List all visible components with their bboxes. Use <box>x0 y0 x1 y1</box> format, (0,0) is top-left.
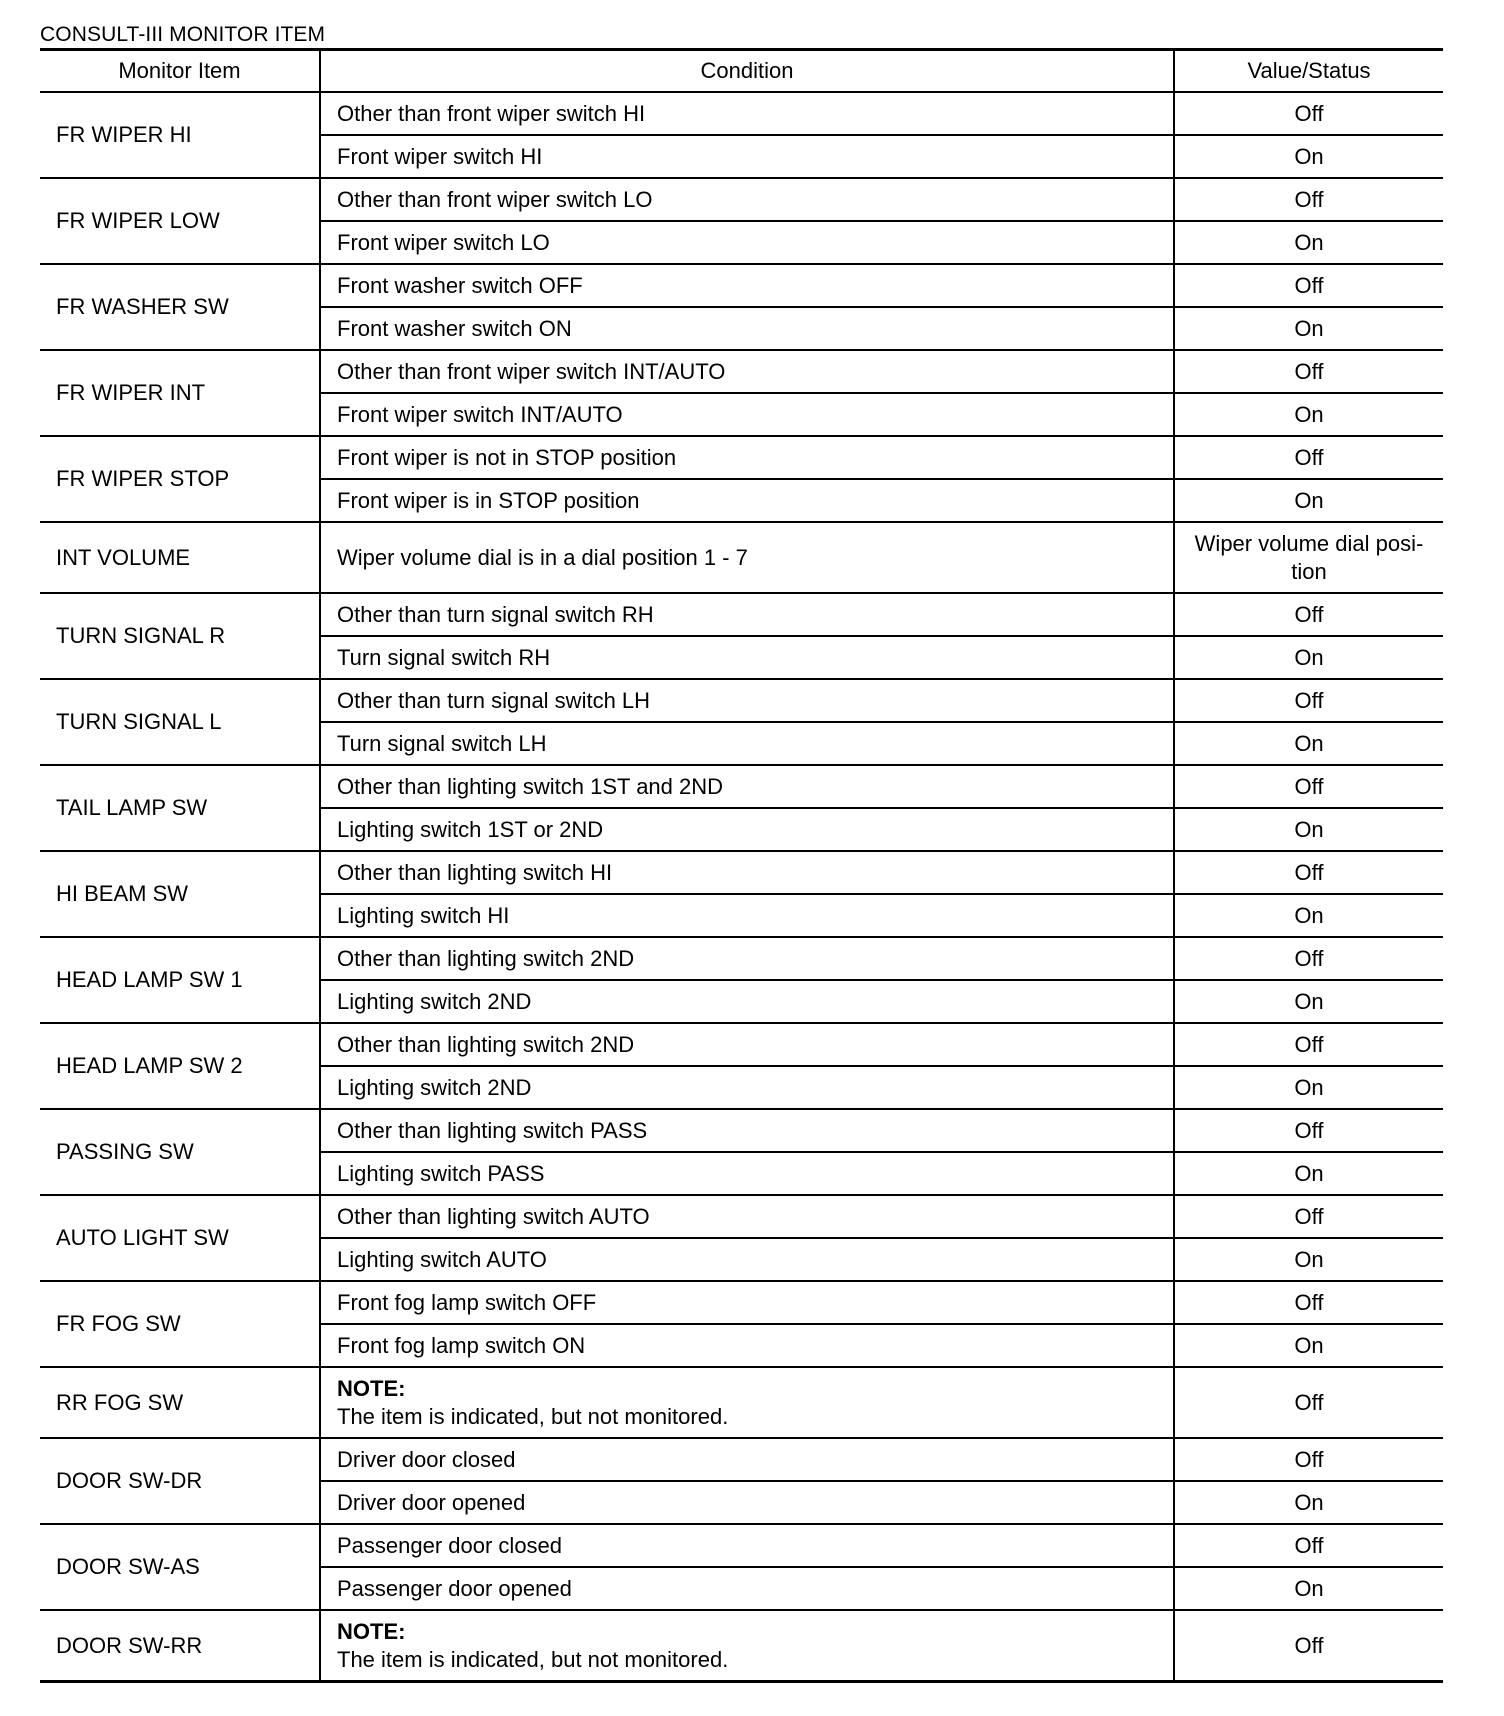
table-header-row <box>40 50 1443 93</box>
monitor-item-cell: FR WIPER STOP <box>40 436 320 522</box>
monitor-item-cell: RR FOG SW <box>40 1367 320 1438</box>
condition-cell: Wiper volume dial is in a dial position 1 - 7 <box>320 522 1174 593</box>
table-row <box>40 1195 1443 1238</box>
note-label: NOTE: <box>337 1618 406 1644</box>
condition-cell: Lighting switch HI <box>320 894 1174 937</box>
column-header-condition: Condition <box>320 50 1174 93</box>
value-cell: On <box>1174 135 1443 178</box>
table-row <box>40 1610 1443 1682</box>
table-row <box>40 1109 1443 1152</box>
condition-cell: Lighting switch AUTO <box>320 1238 1174 1281</box>
value-cell: Off <box>1174 1610 1443 1682</box>
value-cell: Off <box>1174 1438 1443 1481</box>
value-cell: Off <box>1174 1109 1443 1152</box>
table-row <box>40 1023 1443 1066</box>
monitor-item-cell: HI BEAM SW <box>40 851 320 937</box>
column-header-monitor-item: Monitor Item <box>118 58 241 83</box>
note-label: NOTE: <box>337 1375 406 1401</box>
condition-cell: Front wiper switch INT/AUTO <box>320 393 1174 436</box>
condition-cell: Lighting switch 2ND <box>320 1066 1174 1109</box>
condition-cell: Front washer switch OFF <box>320 264 1174 307</box>
condition-cell: Front wiper switch LO <box>320 221 1174 264</box>
monitor-item-cell: DOOR SW-RR <box>40 1610 320 1682</box>
table-row <box>40 350 1443 393</box>
note-text: The item is indicated, but not monitored. <box>337 1403 729 1429</box>
condition-cell <box>320 1610 1174 1682</box>
condition-cell: Other than lighting switch 2ND <box>320 937 1174 980</box>
table-row <box>40 436 1443 479</box>
value-cell: On <box>1174 722 1443 765</box>
monitor-item-cell: FR WIPER HI <box>40 92 320 178</box>
table-row <box>40 92 1443 135</box>
condition-cell: Other than lighting switch 1ST and 2ND <box>320 765 1174 808</box>
monitor-item-cell: PASSING SW <box>40 1109 320 1195</box>
value-cell: Off <box>1174 436 1443 479</box>
monitor-item-cell: FR FOG SW <box>40 1281 320 1367</box>
value-cell: On <box>1174 894 1443 937</box>
table-row <box>40 178 1443 221</box>
condition-cell: Other than front wiper switch INT/AUTO <box>320 350 1174 393</box>
condition-cell: Turn signal switch RH <box>320 636 1174 679</box>
monitor-item-cell: FR WIPER INT <box>40 350 320 436</box>
value-cell: Off <box>1174 178 1443 221</box>
monitor-item-cell: INT VOLUME <box>40 522 320 593</box>
column-header-value-status: Value/Status <box>1247 58 1371 83</box>
value-cell: On <box>1174 1481 1443 1524</box>
value-line: tion <box>1291 558 1327 584</box>
value-cell <box>1174 522 1443 593</box>
value-cell: On <box>1174 636 1443 679</box>
condition-cell: Front washer switch ON <box>320 307 1174 350</box>
condition-cell: Lighting switch 2ND <box>320 980 1174 1023</box>
condition-cell: Lighting switch 1ST or 2ND <box>320 808 1174 851</box>
table-row <box>40 851 1443 894</box>
value-cell: Off <box>1174 765 1443 808</box>
condition-cell: Other than front wiper switch LO <box>320 178 1174 221</box>
value-cell: On <box>1174 1324 1443 1367</box>
monitor-item-cell: TURN SIGNAL R <box>40 593 320 679</box>
monitor-item-table <box>40 48 1443 1683</box>
value-cell: On <box>1174 307 1443 350</box>
value-cell: On <box>1174 479 1443 522</box>
table-row <box>40 679 1443 722</box>
condition-cell: Driver door opened <box>320 1481 1174 1524</box>
value-cell: Off <box>1174 851 1443 894</box>
condition-cell <box>320 1367 1174 1438</box>
condition-cell: Other than turn signal switch RH <box>320 593 1174 636</box>
value-cell: On <box>1174 221 1443 264</box>
monitor-item-cell: HEAD LAMP SW 1 <box>40 937 320 1023</box>
condition-cell: Other than turn signal switch LH <box>320 679 1174 722</box>
monitor-item-cell: TAIL LAMP SW <box>40 765 320 851</box>
condition-cell: Front fog lamp switch OFF <box>320 1281 1174 1324</box>
table-row <box>40 522 1443 593</box>
condition-cell: Other than lighting switch HI <box>320 851 1174 894</box>
value-cell: On <box>1174 1238 1443 1281</box>
table-row <box>40 937 1443 980</box>
value-cell: Off <box>1174 1281 1443 1324</box>
condition-cell: Lighting switch PASS <box>320 1152 1174 1195</box>
monitor-item-cell: DOOR SW-AS <box>40 1524 320 1610</box>
table-row <box>40 1438 1443 1481</box>
value-cell: Off <box>1174 1367 1443 1438</box>
condition-cell: Passenger door closed <box>320 1524 1174 1567</box>
value-cell: On <box>1174 393 1443 436</box>
monitor-item-cell: AUTO LIGHT SW <box>40 1195 320 1281</box>
condition-cell: Front wiper switch HI <box>320 135 1174 178</box>
condition-cell: Front fog lamp switch ON <box>320 1324 1174 1367</box>
value-cell: Off <box>1174 593 1443 636</box>
table-row <box>40 1524 1443 1567</box>
value-cell: Off <box>1174 1524 1443 1567</box>
condition-cell: Front wiper is in STOP position <box>320 479 1174 522</box>
condition-cell: Other than front wiper switch HI <box>320 92 1174 135</box>
monitor-item-cell: TURN SIGNAL L <box>40 679 320 765</box>
value-cell: Off <box>1174 679 1443 722</box>
value-cell: Off <box>1174 92 1443 135</box>
value-cell: Off <box>1174 1023 1443 1066</box>
value-cell: Off <box>1174 937 1443 980</box>
note-text: The item is indicated, but not monitored. <box>337 1646 729 1672</box>
table-row <box>40 765 1443 808</box>
value-cell: On <box>1174 1066 1443 1109</box>
value-cell: On <box>1174 980 1443 1023</box>
table-row <box>40 264 1443 307</box>
value-line: Wiper volume dial posi- <box>1194 530 1424 556</box>
condition-cell: Driver door closed <box>320 1438 1174 1481</box>
value-cell: Off <box>1174 1195 1443 1238</box>
condition-cell: Other than lighting switch 2ND <box>320 1023 1174 1066</box>
condition-cell: Other than lighting switch AUTO <box>320 1195 1174 1238</box>
value-cell: On <box>1174 808 1443 851</box>
value-cell: On <box>1174 1152 1443 1195</box>
monitor-item-cell: FR WASHER SW <box>40 264 320 350</box>
table-row <box>40 1367 1443 1438</box>
condition-cell: Other than lighting switch PASS <box>320 1109 1174 1152</box>
page-heading: CONSULT-III MONITOR ITEM <box>40 23 326 46</box>
condition-cell: Front wiper is not in STOP position <box>320 436 1174 479</box>
value-cell: Off <box>1174 264 1443 307</box>
value-cell: Off <box>1174 350 1443 393</box>
condition-cell: Passenger door opened <box>320 1567 1174 1610</box>
monitor-item-cell: FR WIPER LOW <box>40 178 320 264</box>
value-cell: On <box>1174 1567 1443 1610</box>
condition-cell: Turn signal switch LH <box>320 722 1174 765</box>
table-row <box>40 593 1443 636</box>
monitor-item-cell: DOOR SW-DR <box>40 1438 320 1524</box>
table-row <box>40 1281 1443 1324</box>
monitor-item-cell: HEAD LAMP SW 2 <box>40 1023 320 1109</box>
